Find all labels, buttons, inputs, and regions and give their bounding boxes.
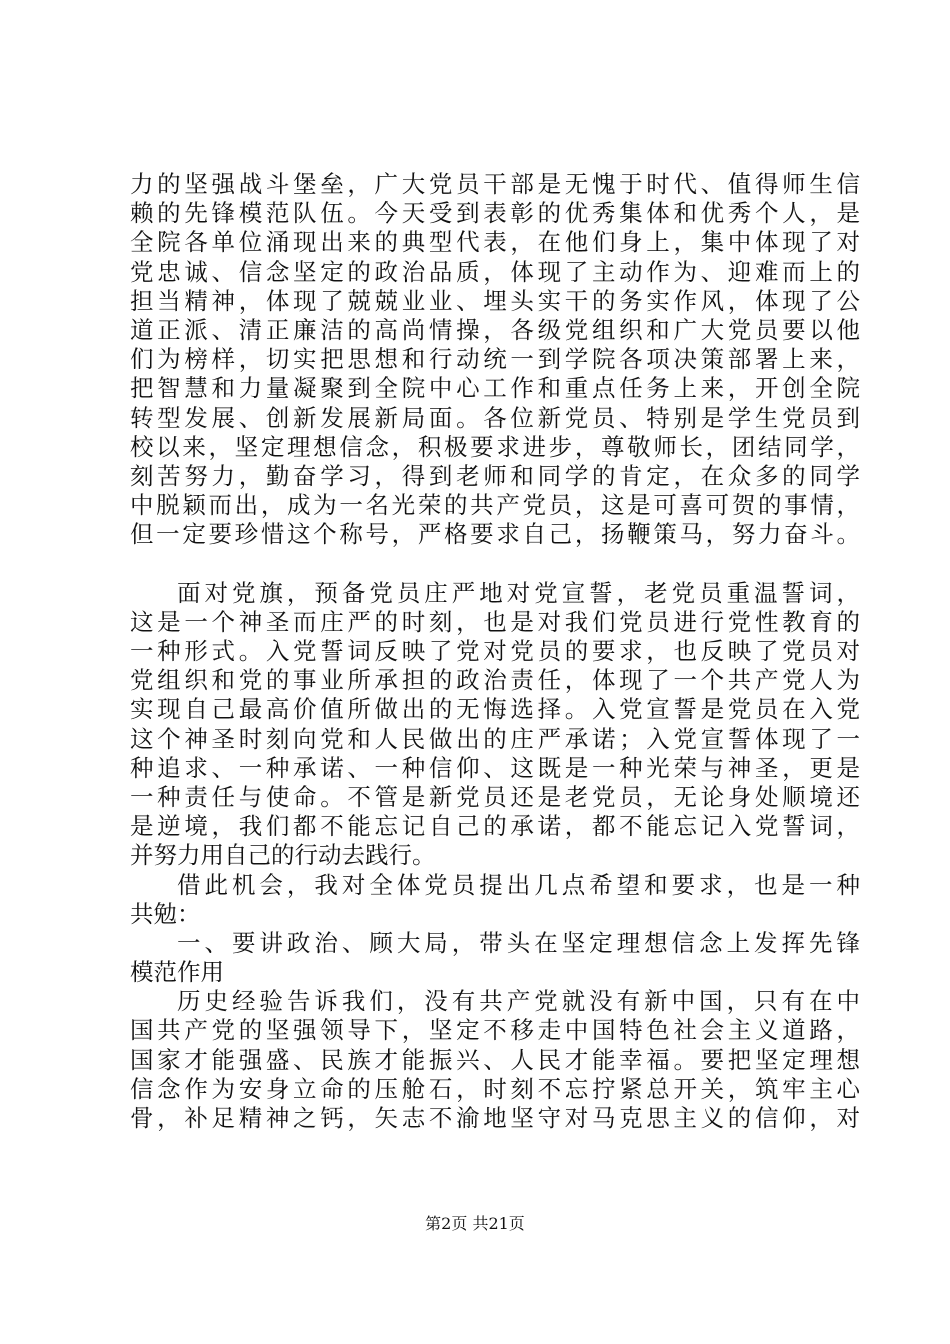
text-line: 党忠诚、信念坚定的政治品质，体现了主动作为、迎难而上的: [130, 257, 860, 286]
text-line: 但一定要珍惜这个称号，严格要求自己，扬鞭策马，努力奋斗。: [130, 520, 860, 549]
text-line: 赖的先锋模范队伍。今天受到表彰的优秀集体和优秀个人，是: [130, 199, 860, 228]
text-line: 中脱颖而出，成为一名光荣的共产党员，这是可喜可贺的事情，: [130, 491, 860, 520]
text-line: 并努力用自己的行动去践行。: [130, 841, 436, 870]
text-line: 全院各单位涌现出来的典型代表，在他们身上，集中体现了对: [130, 228, 860, 257]
text-line: 历史经验告诉我们，没有共产党就没有新中国，只有在中: [177, 987, 860, 1016]
text-line: 转型发展、创新发展新局面。各位新党员、特别是学生党员到: [130, 403, 860, 432]
text-line: 面对党旗，预备党员庄严地对党宣誓，老党员重温誓词，: [177, 578, 860, 607]
text-line: 刻苦努力，勤奋学习，得到老师和同学的肯定，在众多的同学: [130, 461, 860, 490]
text-line: 们为榜样，切实把思想和行动统一到学院各项决策部署上来，: [130, 345, 860, 374]
text-line: 把智慧和力量凝聚到全院中心工作和重点任务上来，开创全院: [130, 374, 860, 403]
text-line: 担当精神，体现了兢兢业业、埋头实干的务实作风，体现了公: [130, 286, 860, 315]
text-line: 种追求、一种承诺、一种信仰、这既是一种光荣与神圣，更是: [130, 753, 860, 782]
text-line: 一种形式。入党誓词反映了党对党员的要求，也反映了党员对: [130, 637, 860, 665]
text-line: 共勉：: [130, 899, 201, 928]
text-line: 国家才能强盛、民族才能振兴、人民才能幸福。要把坚定理想: [130, 1045, 860, 1074]
text-line: 信念作为安身立命的压舱石，时刻不忘拧紧总开关，筑牢主心: [130, 1074, 860, 1103]
page-number-footer: 第2页 共21页: [425, 1214, 525, 1233]
section-heading: 模范作用: [130, 958, 224, 987]
text-line: 借此机会，我对全体党员提出几点希望和要求，也是一种: [177, 870, 860, 899]
text-line: 校以来，坚定理想信念，积极要求进步，尊敬师长，团结同学，: [130, 432, 860, 461]
text-line: 力的坚强战斗堡垒，广大党员干部是无愧于时代、值得师生信: [130, 170, 860, 198]
text-line: 骨，补足精神之钙，矢志不渝地坚守对马克思主义的信仰，对: [130, 1104, 860, 1132]
text-line: 实现自己最高价值所做出的无悔选择。入党宣誓是党员在入党: [130, 695, 860, 724]
text-line: 国共产党的坚强领导下，坚定不移走中国特色社会主义道路，: [130, 1016, 860, 1045]
text-line: 这个神圣时刻向党和人民做出的庄严承诺；入党宣誓体现了一: [130, 724, 860, 753]
text-line: 道正派、清正廉洁的高尚情操，各级党组织和广大党员要以他: [130, 315, 860, 344]
paragraph-gap: [130, 549, 860, 578]
document-body: [130, 170, 860, 1133]
section-heading: 一、要讲政治、顾大局，带头在坚定理想信念上发挥先锋: [177, 928, 860, 957]
text-line: 这是一个神圣而庄严的时刻，也是对我们党员进行党性教育的: [130, 607, 860, 636]
text-line: 是逆境，我们都不能忘记自己的承诺，都不能忘记入党誓词，: [130, 812, 860, 841]
text-line: 一种责任与使命。不管是新党员还是老党员，无论身处顺境还: [130, 782, 860, 811]
text-line: 党组织和党的事业所承担的政治责任，体现了一个共产党人为: [130, 666, 860, 695]
